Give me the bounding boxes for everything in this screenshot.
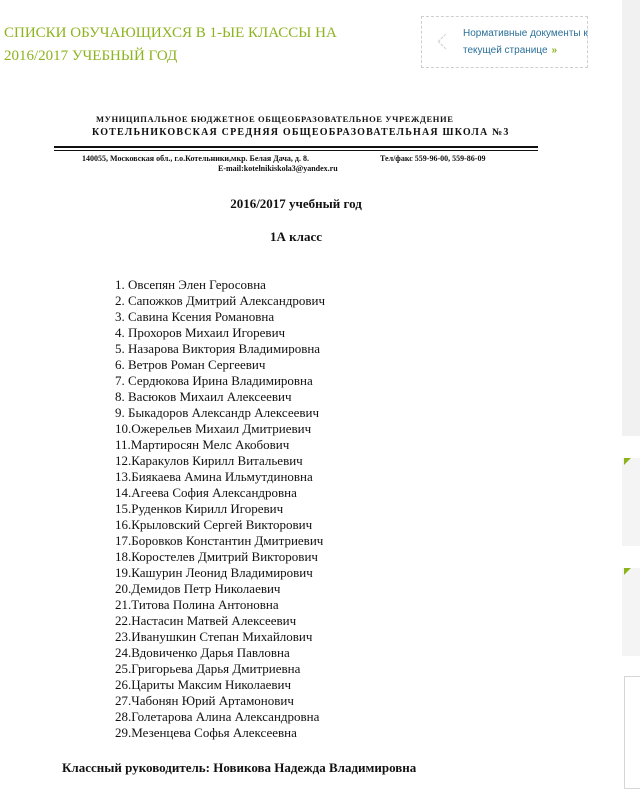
list-item: 1. Овсепян Элен Геросовна <box>115 277 266 292</box>
list-item: 18.Коростелев Дмитрий Викторович <box>115 549 318 564</box>
normative-docs-link-label: Нормативные документы к текущей странице <box>463 28 588 56</box>
list-item: 24.Вдовиченко Дарья Павловна <box>115 645 290 660</box>
org-name-line2: КОТЕЛЬНИКОВСКАЯ СРЕДНЯЯ ОБЩЕОБРАЗОВАТЕЛЬНАЯ ШКОЛА №3 <box>92 127 510 138</box>
list-item: 8. Васюков Михаил Алексеевич <box>115 389 292 404</box>
list-item: 19.Кашурин Леонид Владимирович <box>115 565 313 580</box>
list-item: 20.Демидов Петр Николаевич <box>115 581 281 596</box>
list-item: 15.Руденков Кирилл Игоревич <box>115 501 284 516</box>
list-item: 27.Чабонян Юрий Артамонович <box>115 693 294 708</box>
chevron-right-icon: » <box>551 45 558 56</box>
student-list <box>115 277 325 741</box>
class-name: 1А класс <box>270 229 322 244</box>
page-title: СПИСКИ ОБУЧАЮЩИХСЯ В 1-ЫЕ КЛАССЫ НА 2016/2017 УЧЕБНЫЙ ГОД <box>4 25 337 64</box>
list-item: 13.Биякаева Амина Ильмутдиновна <box>115 469 313 484</box>
list-item: 26.Цариты Максим Николаевич <box>115 677 292 692</box>
right-sidebar-edge <box>622 0 640 436</box>
class-teacher: Классный руководитель: Новикова Надежда Владимировна <box>62 760 417 775</box>
corner-flag-icon <box>624 568 631 575</box>
org-name-line1: МУНИЦИПАЛЬНОЕ БЮДЖЕТНОЕ ОБЩЕОБРАЗОВАТЕЛЬНОЕ УЧРЕЖДЕНИЕ <box>96 114 454 124</box>
normative-docs-box <box>421 16 588 68</box>
list-item: 22.Настасин Матвей Алексеевич <box>115 613 297 628</box>
school-phone: Тел/факс 559-96-00, 559-86-09 <box>380 154 486 163</box>
list-item: 2. Сапожков Дмитрий Александрович <box>115 293 326 308</box>
list-item: 29.Мезенцева Софья Алексеевна <box>115 725 297 740</box>
school-year: 2016/2017 учебный год <box>230 196 362 211</box>
sidebar-widget-tab[interactable] <box>622 458 640 546</box>
list-item: 5. Назарова Виктория Владимировна <box>115 341 321 356</box>
list-item: 4. Прохоров Михаил Игоревич <box>115 325 286 340</box>
school-email: E-mail:kotelnikiskola3@yandex.ru <box>218 164 338 173</box>
list-item: 14.Агеева София Александровна <box>115 485 297 500</box>
sidebar-widget-tab[interactable] <box>622 568 640 656</box>
list-item: 28.Голетарова Алина Александровна <box>115 709 320 724</box>
list-item: 6. Ветров Роман Сергеевич <box>115 357 266 372</box>
list-item: 21.Титова Полина Антоновна <box>115 597 279 612</box>
list-item: 10.Ожерельев Михаил Дмитриевич <box>115 421 312 436</box>
list-item: 17.Боровков Константин Дмитриевич <box>115 533 324 548</box>
list-item: 11.Мартиросян Мелс Акобович <box>115 437 290 452</box>
list-item: 25.Григорьева Дарья Дмитриевна <box>115 661 301 676</box>
list-item: 9. Быкадоров Александр Алексеевич <box>115 405 319 420</box>
sidebar-widget-box <box>624 676 640 789</box>
list-item: 23.Иванушкин Степан Михайлович <box>115 629 313 644</box>
list-item: 12.Каракулов Кирилл Витальевич <box>115 453 303 468</box>
corner-flag-icon <box>624 458 631 465</box>
school-address: 140055, Московская обл., г.о.Котельники,мкр. Белая Дача, д. 8. <box>82 154 309 163</box>
box-pointer <box>438 34 454 50</box>
list-item: 7. Сердюкова Ирина Владимировна <box>115 373 313 388</box>
header-divider-thin <box>54 150 538 151</box>
list-item: 16.Крыловский Сергей Викторович <box>115 517 313 532</box>
list-item: 3. Савина Ксения Романовна <box>115 309 275 324</box>
header-divider <box>54 146 538 148</box>
normative-docs-link[interactable] <box>463 25 588 59</box>
